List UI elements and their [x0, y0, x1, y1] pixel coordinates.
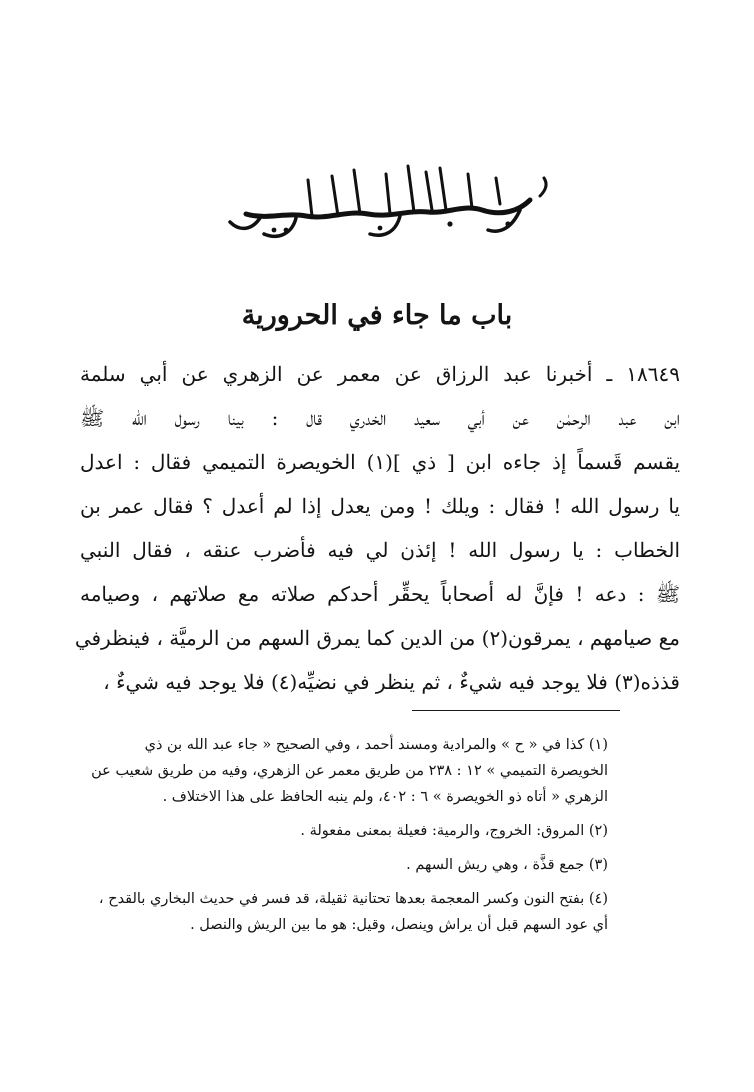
hadith-line: يقسم قَسماً إذ جاءه ابن [ ذي ](١) الخويصرة التميمي فقال : اعدل — [80, 450, 681, 474]
footnote-1-line: الزهري « أتاه ذو الخويصرة » ٦ : ٤٠٢، ولم ينبه الحافظ على هذا الاختلاف . — [162, 789, 608, 805]
hadith-line: ١٨٦٤٩ ـ أخبرنا عبد الرزاق عن معمر عن الزهري عن أبي سلمة — [80, 362, 680, 386]
footnotes — [91, 732, 608, 938]
footnote-1-line: (١) كذا في « ح » والمرادية ومسند أحمد ، وفي الصحيح « جاء عبد الله بن ذي — [144, 737, 608, 753]
footnote-4-line: أي عود السهم قبل أن يراش وينصل، وقيل: هو ما بين الريش والنصل . — [190, 917, 608, 933]
footnote-2: (٢) المروق: الخروج، والرمية: فعيلة بمعنى مفعولة . — [300, 823, 608, 839]
footnote-3: (٣) جمع قذَّة ، وهي ريش السهم . — [406, 857, 608, 873]
footnote-spacer — [148, 878, 608, 886]
hadith-line: قذذه(٣) فلا يوجد فيه شيءٌ ، ثم ينظر في نضيِّه(٤) فلا يوجد فيه شيءٌ ، — [103, 670, 680, 694]
hadith-line: يا رسول الله ! فقال : ويلك ! ومن يعدل إذا لم أعدل ؟ فقال عمر بن — [80, 494, 680, 518]
footnote-spacer — [148, 844, 608, 852]
hadith-line: الخطاب : يا رسول الله ! إئذن لي فيه فأضرب عنقه ، فقال النبي — [80, 538, 680, 562]
hadith-text — [74, 352, 681, 704]
hadith-line: ﷺ : دعه ! فإنَّ له أصحاباً يحقِّر أحدكم صلاته مع صلاتهم ، وصيامه — [80, 582, 680, 606]
hadith-line: مع صيامهم ، يمرقون(٢) من الدين كما يمرق السهم من الرميَّة ، فينظرفي — [74, 626, 680, 650]
footnote-1-line: الخويصرة التميمي » ١٢ : ٢٣٨ من طريق معمر عن الزهري، وفيه من طريق شعيب عن — [91, 763, 608, 779]
basmala-calligraphy — [200, 160, 554, 250]
footnote-divider — [412, 710, 620, 711]
chapter-title: باب ما جاء في الحرورية — [241, 300, 513, 331]
footnote-4-line: (٤) بفتح النون وكسر المعجمة بعدها تحتانية ثقيلة، قد فسر في حديث البخاري بالقدح ، — [98, 891, 608, 907]
basmala-calligraphy-drawing — [200, 160, 554, 250]
footnote-spacer — [148, 810, 608, 818]
hadith-line: ابن عبد الرحمٰن عن أبي سعيد الخدري قال : بينا رسول الله ﷺ — [80, 406, 680, 430]
